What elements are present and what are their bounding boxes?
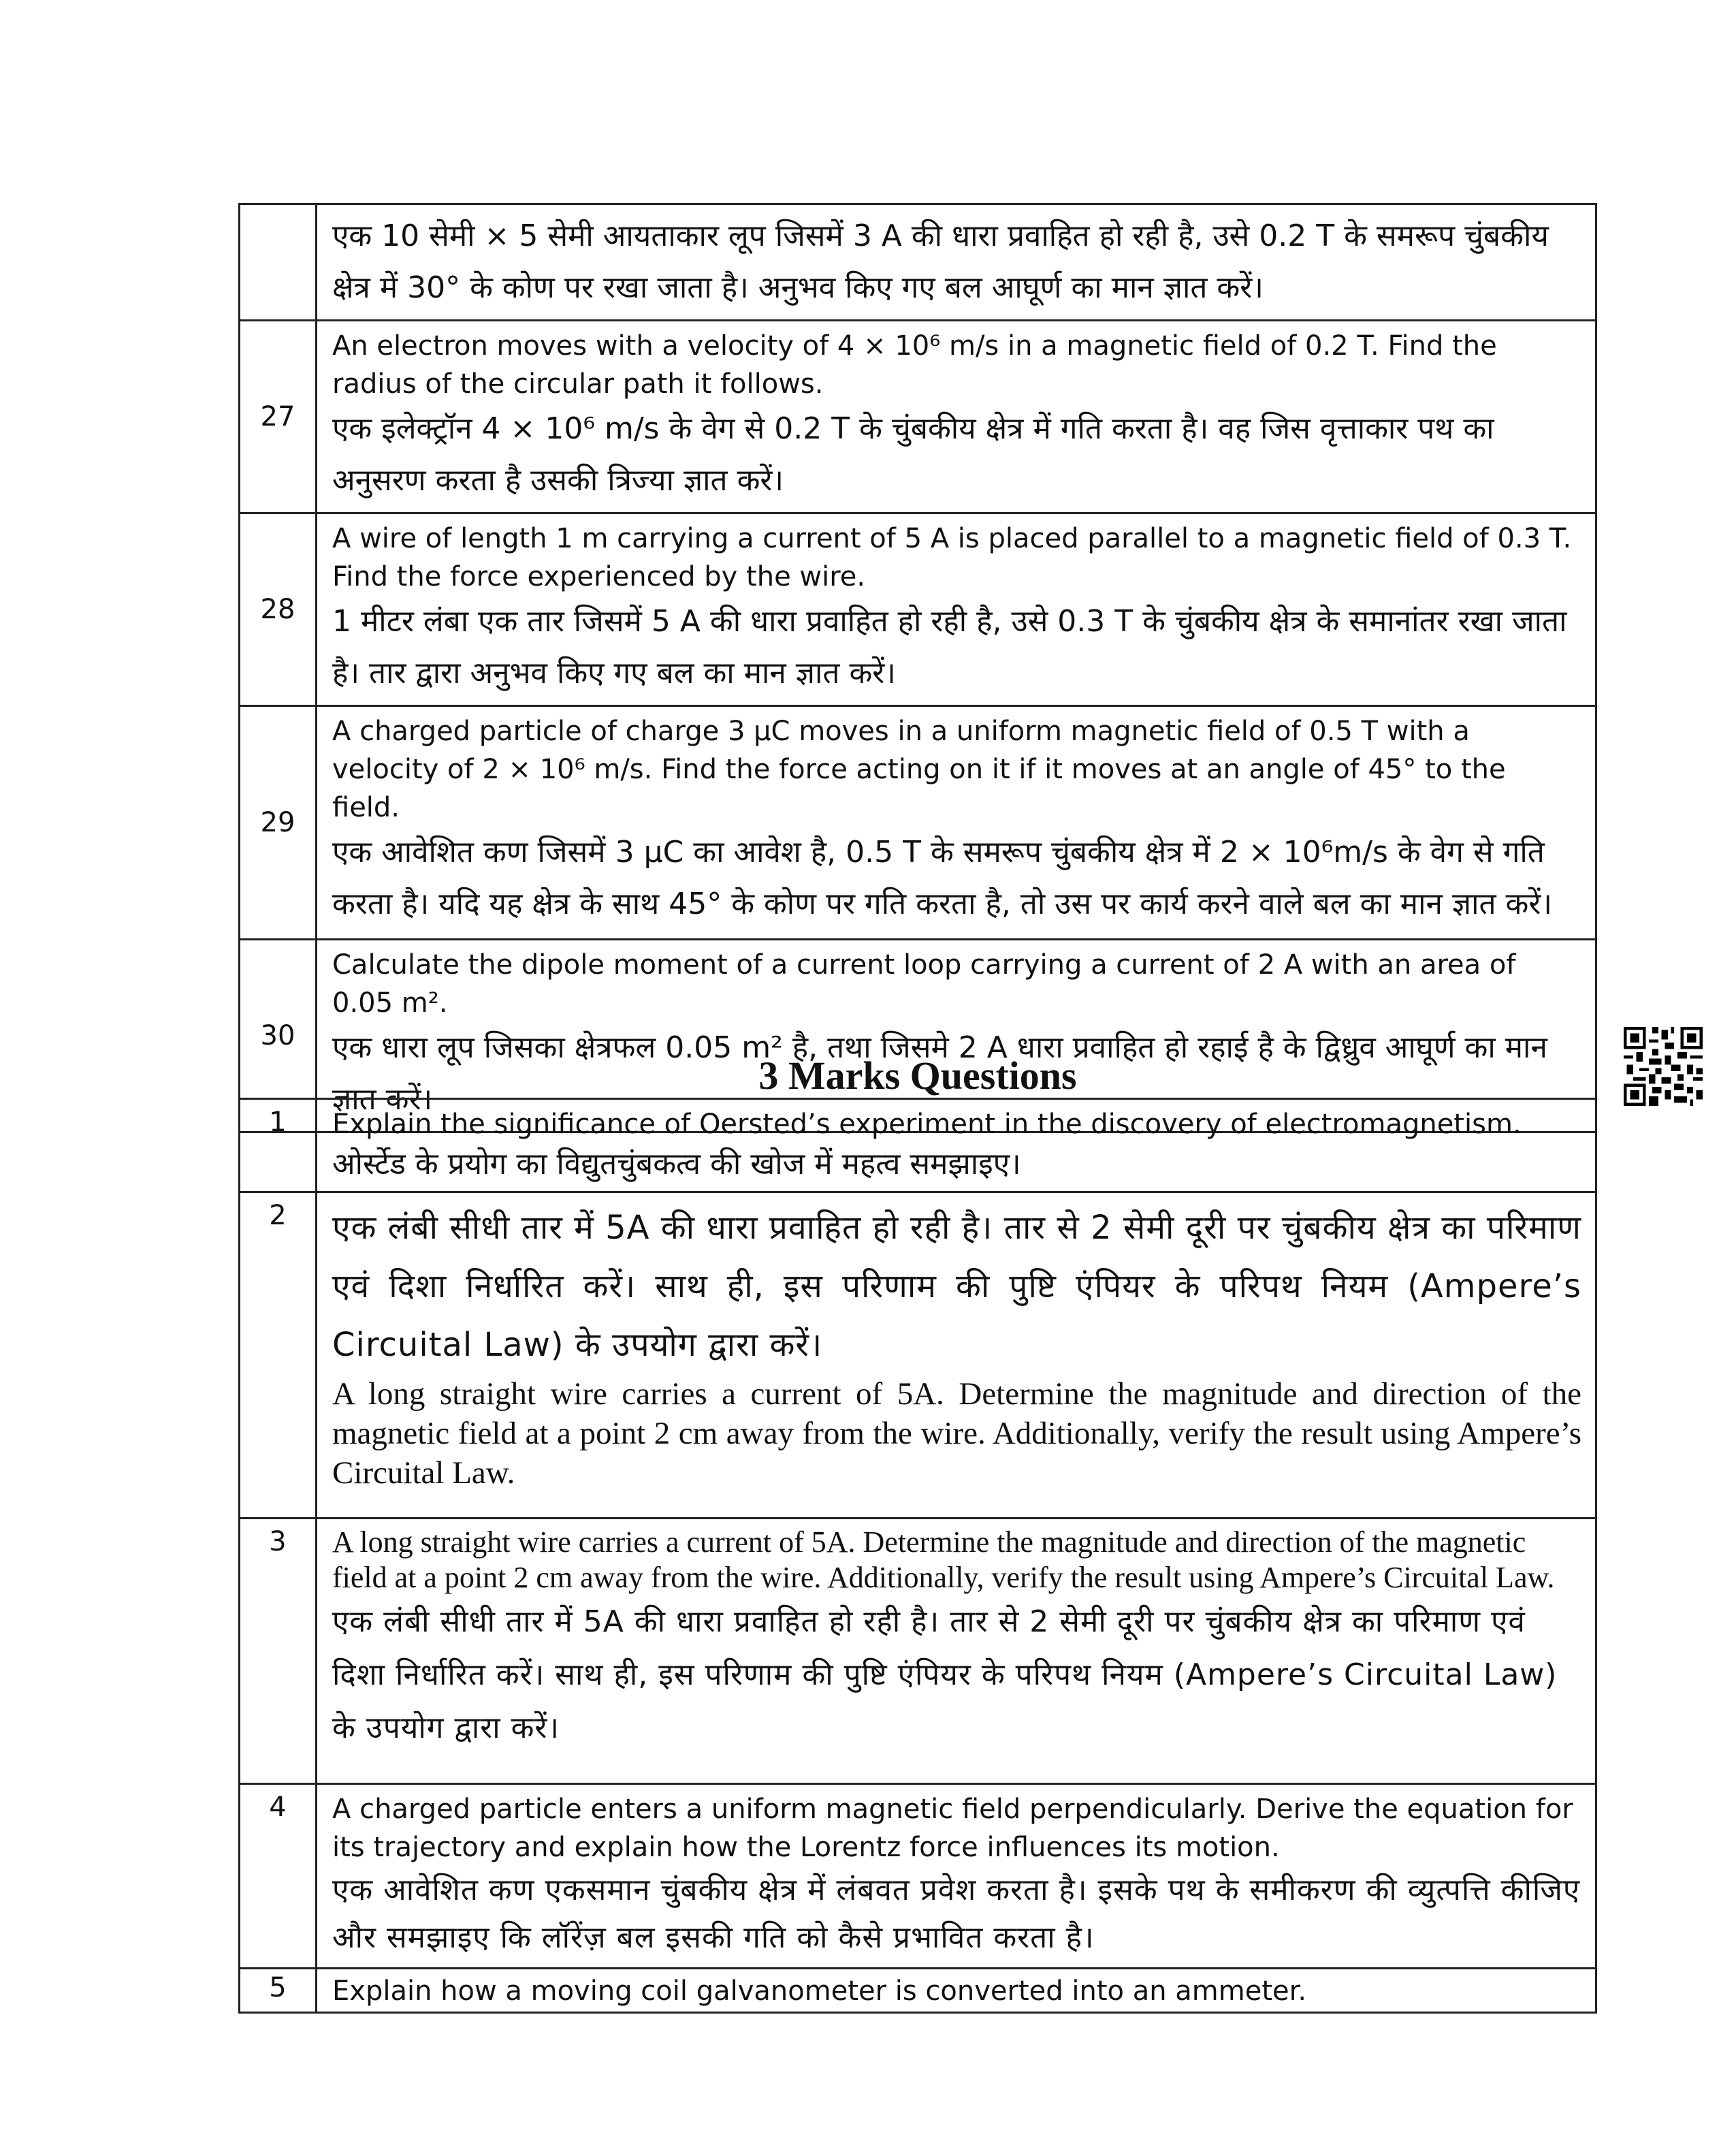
english-text: A long straight wire carries a current of 5A. Determine the magnitude and direction of the magnetic field at a point 2 cm away from the wire. Additionally, verify the result using Ampere’s Circuital Law. (332, 1376, 1581, 1491)
table-row (240, 706, 1596, 940)
table-row (240, 321, 1596, 513)
english-text: A charged particle of charge 3 μC moves in a uniform magnetic field of 0.5 T with a velocity of 2 × 10⁶ m/s. Find the force acting on it if it moves at an angle of 45° to the field. (332, 716, 1506, 823)
question-text (317, 204, 1596, 321)
english-text: A wire of length 1 m carrying a current of 5 A is placed parallel to a magnetic field of 0.3 T. Find the force experienced by the wire. (332, 523, 1572, 592)
question-text (317, 1969, 1596, 2013)
question-number: 28 (240, 513, 317, 706)
question-number: 1 (240, 1099, 317, 1192)
hindi-text: ओर्स्टेड के प्रयोग का विद्युतचुंबकत्व की खोज में महत्व समझाइए। (332, 1147, 1021, 1181)
question-number: 29 (240, 706, 317, 940)
hindi-text: एक लंबी सीधी तार में 5A की धारा प्रवाहित हो रही है। तार से 2 सेमी दूरी पर चुंबकीय क्षेत्र का परिमाण एवं दिशा निर्धारित करें। साथ ही, इस परिणाम की पुष्टि एंपियर के परिपथ नियम (Ampere’s Circuital Law) के उपयोग द्वारा करें। (332, 1209, 1581, 1364)
qr-code-icon (1624, 1027, 1703, 1106)
hindi-text: एक धारा लूप जिसका क्षेत्रफल 0.05 m² है, तथा जिसमे 2 A धारा प्रवाहित हो रहाई है के द्विध्रुव आघूर्ण का मान ज्ञात करें। (332, 1030, 1547, 1117)
hindi-line: क्षेत्र में 30° के कोण पर रखा जाता है। अनुभव किए गए बल आघूर्ण का मान ज्ञात करें। (332, 270, 1264, 305)
english-text: An electron moves with a velocity of 4 × 10⁶ m/s in a magnetic field of 0.2 T. Find the radius of the circular path it follows. (332, 330, 1497, 400)
question-text (317, 513, 1596, 706)
table-row (240, 1969, 1596, 2013)
question-number: 30 (240, 940, 317, 1132)
question-text (317, 1192, 1596, 1519)
table-row (240, 1784, 1596, 1969)
question-text (317, 1784, 1596, 1969)
english-text: Calculate the dipole moment of a current loop carrying a current of 2 A with an area of 0.05 m². (332, 949, 1516, 1019)
question-number: 3 (240, 1519, 317, 1784)
table-row (240, 1192, 1596, 1519)
english-text: A charged particle enters a uniform magnetic field perpendicularly. Derive the equation for its trajectory and explain how the Lorentz force influences its motion. (332, 1794, 1573, 1863)
questions-table-bottom (238, 1098, 1597, 2014)
question-number (240, 204, 317, 321)
hindi-text: एक आवेशित कण एकसमान चुंबकीय क्षेत्र में लंबवत प्रवेश करता है। इसके पथ के समीकरण की व्युत्पत्ति कीजिए और समझाइए कि लॉरेंज़ बल इसकी गति को कैसे प्रभावित करता है। (332, 1873, 1581, 1955)
question-number: 2 (240, 1192, 317, 1519)
question-text (317, 1519, 1596, 1784)
english-text: Explain how a moving coil galvanometer is converted into an ammeter. (332, 1975, 1307, 2007)
hindi-text: एक आवेशित कण जिसमें 3 μC का आवेश है, 0.5 T के समरूप चुंबकीय क्षेत्र में 2 × 10⁶m/s के वेग से गति करता है। यदि यह क्षेत्र के साथ 45° के कोण पर गति करता है, तो उस पर कार्य करने वाले बल का मान ज्ञात करें। (332, 835, 1552, 921)
question-text (317, 321, 1596, 513)
table-row (240, 204, 1596, 321)
questions-table-top (238, 203, 1597, 1133)
section-heading: 3 Marks Questions (758, 1053, 1077, 1098)
question-number: 27 (240, 321, 317, 513)
hindi-text: एक लंबी सीधी तार में 5A की धारा प्रवाहित हो रही है। तार से 2 सेमी दूरी पर चुंबकीय क्षेत्र का परिमाण एवं दिशा निर्धारित करें। साथ ही, इस परिणाम की पुष्टि एंपियर के परिपथ नियम (Ampere’s Circuital Law) के उपयोग द्वारा करें। (332, 1604, 1558, 1745)
english-text: Explain the significance of Oersted’s experiment in the discovery of electromagnetism. (332, 1109, 1522, 1140)
question-text (317, 706, 1596, 940)
hindi-line: एक 10 सेमी × 5 सेमी आयताकार लूप जिसमें 3 A की धारा प्रवाहित हो रही है, उसे 0.2 T के समरूप चुंबकीय (332, 219, 1549, 253)
english-text: A long straight wire carries a current of 5A. Determine the magnitude and direction of the magnetic field at a point 2 cm away from the wire. Additionally, verify the result using Ampere’s Circuital Law. (332, 1525, 1555, 1594)
hindi-text: 1 मीटर लंबा एक तार जिसमें 5 A की धारा प्रवाहित हो रही है, उसे 0.3 T के चुंबकीय क्षेत्र के समानांतर रखा जाता है। तार द्वारा अनुभव किए गए बल का मान ज्ञात करें। (332, 604, 1567, 690)
question-text (317, 1099, 1596, 1192)
hindi-text: एक इलेक्ट्रॉन 4 × 10⁶ m/s के वेग से 0.2 T के चुंबकीय क्षेत्र में गति करता है। वह जिस वृत्ताकार पथ का अनुसरण करता है उसकी त्रिज्या ज्ञात करें। (332, 411, 1494, 498)
table-row (240, 513, 1596, 706)
table-row (240, 1099, 1596, 1192)
question-number: 4 (240, 1784, 317, 1969)
table-row (240, 1519, 1596, 1784)
question-number: 5 (240, 1969, 317, 2013)
